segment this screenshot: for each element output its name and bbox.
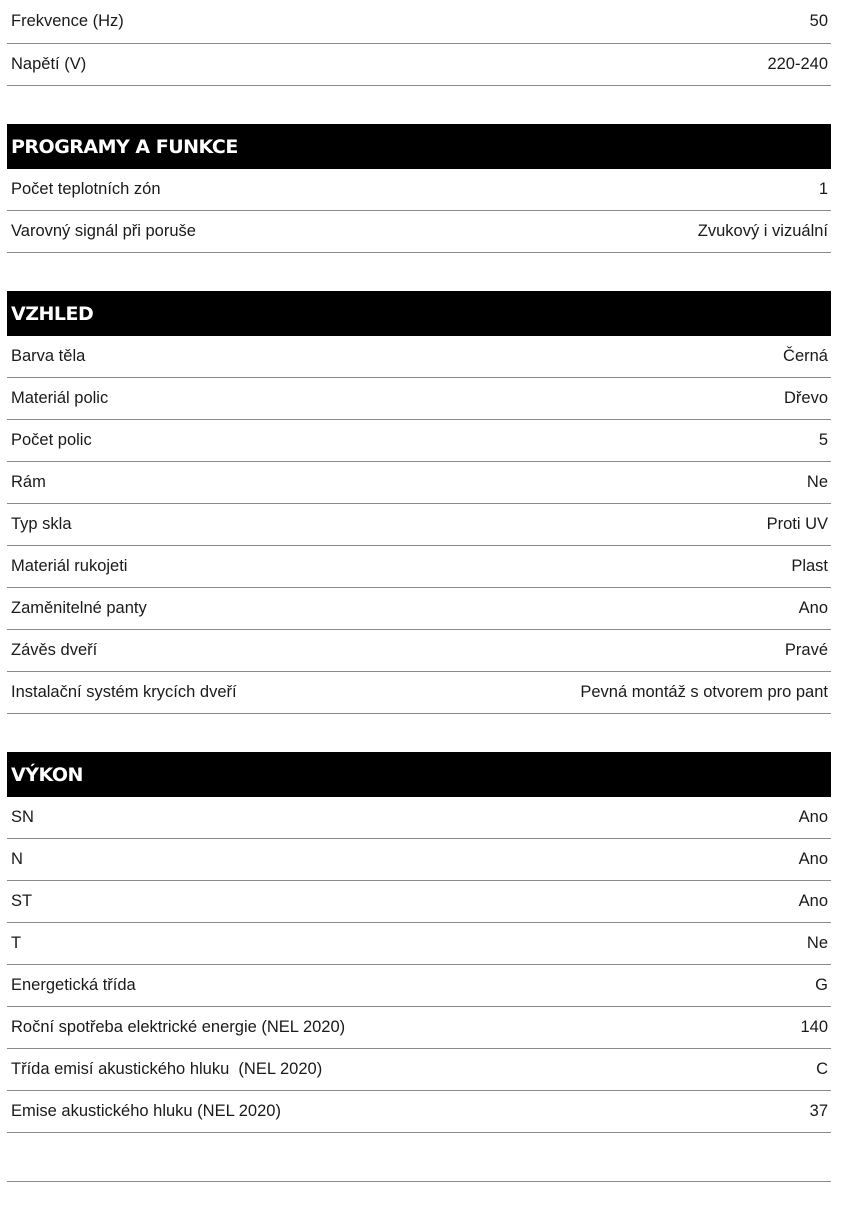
spec-label: SN [11,808,34,826]
spec-label: Instalační systém krycích dveří [11,683,237,701]
spec-value: 50 [809,12,828,30]
spec-row [7,336,831,378]
section-spacer [7,86,831,124]
spec-value: Ano [798,599,828,617]
spec-row [7,797,831,839]
divider [7,1181,831,1182]
spec-row [7,211,831,253]
spec-row [7,1007,831,1049]
spec-row [7,462,831,504]
spec-row [7,546,831,588]
spec-value: 37 [809,1102,828,1120]
spec-label: Počet teplotních zón [11,180,161,198]
spec-row [7,504,831,546]
spec-value: 5 [818,431,828,449]
spec-label: Varovný signál při poruše [11,222,196,240]
spec-row [7,169,831,211]
spec-label: Rám [11,473,46,491]
spec-row [7,1049,831,1091]
section-spacer [7,253,831,291]
spec-row [7,965,831,1007]
spec-row [7,923,831,965]
spec-label: N [11,850,23,868]
section-header-appearance: VZHLED [7,291,831,336]
spec-label: Napětí (V) [11,55,87,73]
spec-value: G [815,976,828,994]
spec-label: Energetická třída [11,976,136,994]
spec-label: Zaměnitelné panty [11,599,147,617]
spec-label: Materiál rukojeti [11,557,128,575]
spec-value: Zvukový i vizuální [697,222,828,240]
spec-value: Ne [806,473,828,491]
spec-value: Pevná montáž s otvorem pro pant [580,683,828,701]
spec-label: Emise akustického hluku (NEL 2020) [11,1102,281,1120]
spec-value: 140 [800,1018,828,1036]
spec-row [7,1091,831,1133]
spec-value: Pravé [784,641,828,659]
spec-value: Ano [798,892,828,910]
spec-row-frequency [7,0,831,44]
spec-label: Typ skla [11,515,72,533]
spec-value: Ano [798,850,828,868]
spec-row [7,378,831,420]
spec-label: Materiál polic [11,389,109,407]
spec-value: Proti UV [766,515,828,533]
spec-label: Frekvence (Hz) [11,12,124,30]
spec-label: Počet polic [11,431,92,449]
spec-label: Závěs dveří [11,641,98,659]
spec-table [7,0,831,1133]
section-header-performance: VÝKON [7,752,831,797]
section-header-programs: PROGRAMY A FUNKCE [7,124,831,169]
spec-value: Černá [783,347,828,365]
spec-value: Plast [791,557,828,575]
section-spacer [7,714,831,752]
spec-row [7,588,831,630]
spec-label: ST [11,892,33,910]
spec-row [7,420,831,462]
spec-value: 220-240 [767,55,828,73]
spec-row [7,630,831,672]
spec-row [7,672,831,714]
spec-value: C [816,1060,828,1078]
spec-value: Dřevo [783,389,828,407]
spec-value: Ne [806,934,828,952]
spec-value: Ano [798,808,828,826]
spec-value: 1 [818,180,828,198]
spec-label: T [11,934,22,952]
spec-row [7,881,831,923]
spec-label: Třída emisí akustického hluku (NEL 2020) [11,1060,323,1078]
spec-row [7,839,831,881]
spec-label: Roční spotřeba elektrické energie (NEL 2020) [11,1018,346,1036]
spec-label: Barva těla [11,347,86,365]
spec-row-voltage [7,44,831,86]
